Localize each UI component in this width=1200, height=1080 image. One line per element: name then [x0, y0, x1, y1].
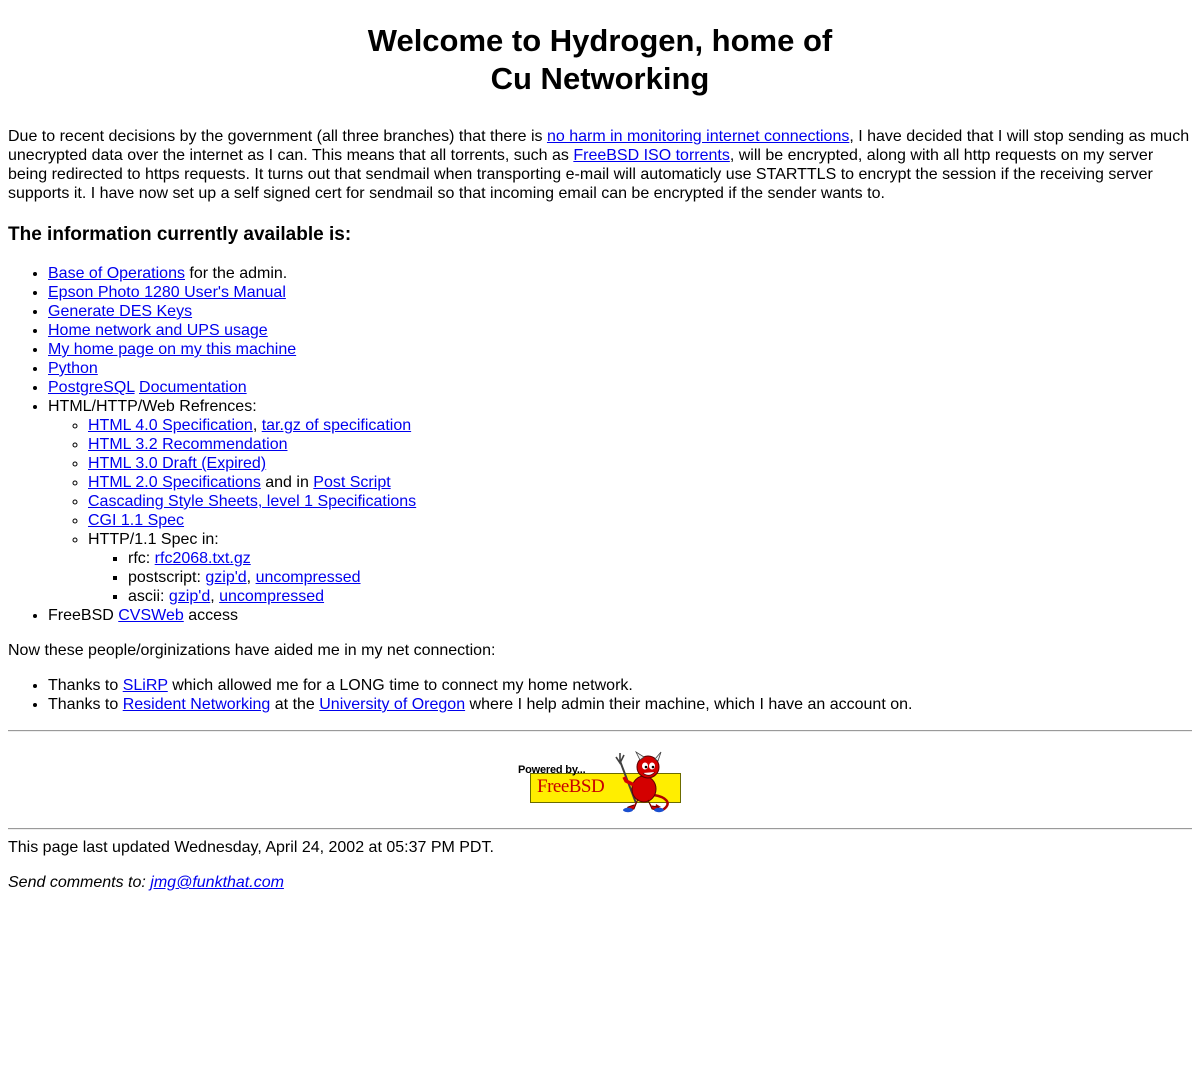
intro-text-1: Due to recent decisions by the government (all three branches) that there is — [8, 128, 547, 145]
freebsd-text: FreeBSD — [48, 607, 119, 624]
slirp-link[interactable]: SLiRP — [122, 677, 168, 694]
css1-link[interactable]: Cascading Style Sheets, level 1 Specifications — [88, 493, 417, 510]
badge-container — [8, 740, 1192, 820]
postscript-link[interactable]: Post Script — [313, 474, 391, 491]
intro-text-3: , will be encrypted, along with all http requests on my server being redirected to https requests. It turns out that sendmail when transporting e-mail will automaticly use STARTTLS to encrypt the session if the receiving server supports it. I have now set up a self signed cert for sendmail so that incoming email can be encrypted if the sender wants to. — [8, 147, 1154, 202]
base-text: for the admin. — [184, 265, 288, 282]
list-item — [128, 568, 1192, 587]
list-item — [48, 378, 1192, 397]
list-item — [48, 264, 1192, 283]
postgresql-docs-link[interactable]: Documentation — [139, 379, 247, 396]
uo-text: where I help admin their machine, which I have an account on. — [465, 696, 913, 713]
list-item — [48, 321, 1192, 340]
html40-spec-link[interactable]: HTML 4.0 Specification — [88, 417, 253, 434]
html-refs-label: HTML/HTTP/Web Refrences: — [48, 398, 257, 415]
at-the-text: at the — [270, 696, 320, 713]
list-item — [128, 549, 1192, 568]
bsd-daemon-icon — [614, 751, 680, 813]
list-item — [48, 606, 1192, 625]
access-text: access — [183, 607, 239, 624]
postgresql-link[interactable]: PostgreSQL — [48, 379, 135, 396]
list-item — [48, 302, 1192, 321]
postscript-label: postscript: — [128, 569, 206, 586]
powered-by-freebsd-badge[interactable] — [518, 751, 682, 813]
divider — [8, 730, 1192, 732]
html40-targz-link[interactable]: tar.gz of specification — [261, 417, 412, 434]
list-item — [48, 359, 1192, 378]
intro-text-2: , I have decided that I will stop sending as much unecrypted data over the internet as I can. This means that all torrents, such as — [8, 128, 1190, 164]
info-heading: The information currently available is: — [8, 224, 352, 245]
thanks-list — [8, 676, 1192, 714]
monitoring-link[interactable]: no harm in monitoring internet connections — [546, 128, 850, 145]
divider — [8, 828, 1192, 830]
postscript-uncompressed-link[interactable]: uncompressed — [255, 569, 361, 586]
thanks-text: Thanks to — [48, 677, 123, 694]
page-title-line1: Welcome to Hydrogen, home of — [367, 23, 833, 58]
ascii-label: ascii: — [128, 588, 169, 605]
list-item — [48, 340, 1192, 359]
intro-paragraph — [8, 127, 1192, 203]
http11-formats-list — [88, 549, 1192, 606]
badge-freebsd-text: FreeBSD — [537, 776, 605, 797]
list-item — [128, 587, 1192, 606]
python-link[interactable]: Python — [48, 360, 98, 377]
ascii-gzip-link[interactable]: gzip'd — [168, 588, 211, 605]
des-keys-link[interactable]: Generate DES Keys — [48, 303, 193, 320]
university-of-oregon-link[interactable]: University of Oregon — [319, 696, 466, 713]
base-of-operations-link[interactable]: Base of Operations — [48, 265, 185, 282]
last-updated: This page last updated Wednesday, April 24, 2002 at 05:37 PM PDT. — [8, 839, 494, 856]
list-item — [48, 676, 1192, 695]
html30-link[interactable]: HTML 3.0 Draft (Expired) — [88, 455, 267, 472]
slirp-text: which allowed me for a LONG time to connect my home network. — [167, 677, 633, 694]
thanks-text: Thanks to — [48, 696, 123, 713]
list-item — [88, 473, 1192, 492]
list-item — [88, 416, 1192, 435]
and-in-text: and in — [260, 474, 314, 491]
freebsd-torrents-link[interactable]: FreeBSD ISO torrents — [573, 147, 730, 164]
page-title — [8, 22, 1192, 98]
comma: , — [246, 569, 256, 586]
html32-link[interactable]: HTML 3.2 Recommendation — [88, 436, 288, 453]
list-item — [88, 530, 1192, 606]
resident-networking-link[interactable]: Resident Networking — [122, 696, 271, 713]
list-item — [88, 511, 1192, 530]
list-item — [88, 492, 1192, 511]
list-item — [48, 397, 1192, 606]
postscript-gzip-link[interactable]: gzip'd — [205, 569, 247, 586]
ups-usage-link[interactable]: Home network and UPS usage — [48, 322, 268, 339]
rfc-label: rfc: — [128, 550, 155, 567]
list-item — [48, 695, 1192, 714]
info-list — [8, 264, 1192, 625]
comma: , — [210, 588, 220, 605]
cvsweb-link[interactable]: CVSWeb — [118, 607, 184, 624]
ascii-uncompressed-link[interactable]: uncompressed — [219, 588, 325, 605]
list-item — [88, 454, 1192, 473]
badge-powered-text: Powered by... — [518, 764, 586, 776]
home-page-link[interactable]: My home page on my this machine — [48, 341, 297, 358]
aided-intro: Now these people/orginizations have aided me in my net connection: — [8, 642, 496, 659]
page-title-line2: Cu Networking — [490, 61, 710, 96]
html-refs-list — [48, 416, 1192, 606]
list-item — [88, 435, 1192, 454]
epson-manual-link[interactable]: Epson Photo 1280 User's Manual — [48, 284, 286, 301]
comments-label: Send comments to: — [8, 874, 151, 891]
rfc2068-link[interactable]: rfc2068.txt.gz — [154, 550, 251, 567]
cgi-spec-link[interactable]: CGI 1.1 Spec — [88, 512, 185, 529]
http11-label: HTTP/1.1 Spec in: — [88, 531, 219, 548]
list-item — [48, 283, 1192, 302]
contact-line — [8, 873, 1192, 892]
html20-link[interactable]: HTML 2.0 Specifications — [88, 474, 261, 491]
email-link[interactable]: jmg@funkthat.com — [150, 874, 284, 891]
comma: , — [252, 417, 262, 434]
